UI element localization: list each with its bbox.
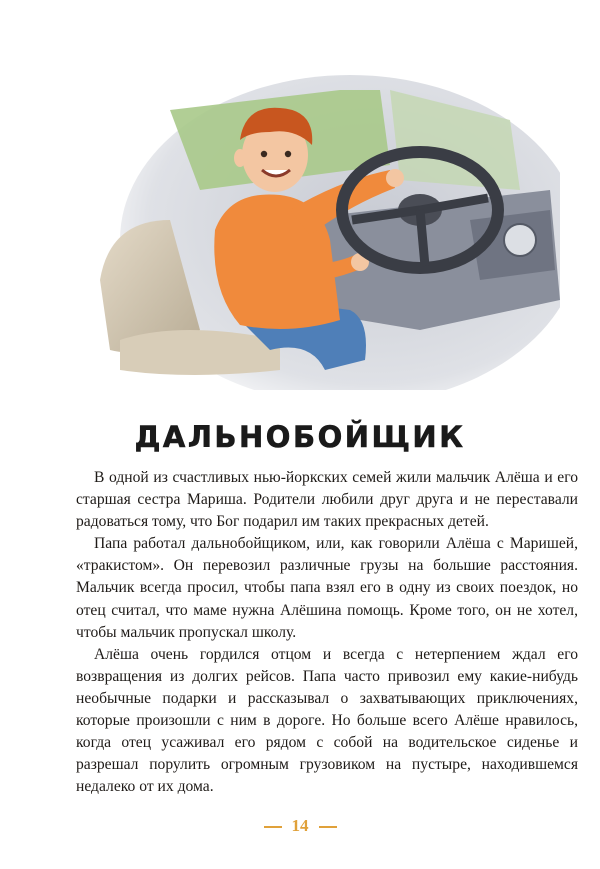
story-title: ДАЛЬНОБОЙЩИК: [134, 420, 466, 454]
page-number: 14: [291, 816, 309, 835]
left-dash: [264, 826, 282, 828]
paragraph: Алёша очень гордился отцом и всегда с нетерпением ждал его возвращения из долгих рейсов. Папа часто привозил ему какие-нибудь необычные подарки и рассказывал о захватывающих приключениях, которые произошли с ним в дороге. Но больше всего Алёше нравилось, когда отец усаживал его рядом с собой на водительское сиденье и разрешал порулить огромным грузовиком на пустыре, находившемся недалеко от их дома.: [76, 645, 578, 796]
boy-driving-truck-illustration: [90, 70, 560, 390]
paragraph: Папа работал дальнобойщиком, или, как говорили Алёша с Маришей, «тракистом». Он перевозил различные грузы на большие расстояния. Мальчик всегда просил, чтобы папа взял его в одну из своих поездок, но отец считал, что маме нужна Алёшина помощь. Кроме того, он не хотел, чтобы мальчик пропускал школу.: [76, 535, 578, 641]
paragraph: В одной из счастливых нью-йоркских семей жили мальчик Алёша и его старшая сестра Мариша. Родители любили друг друга и не переставали радоваться тому, что Бог подарил им таких прекрасных детей.: [76, 469, 578, 531]
page-number-footer: [0, 816, 600, 836]
right-dash: [319, 826, 337, 828]
story-text: [76, 467, 578, 798]
